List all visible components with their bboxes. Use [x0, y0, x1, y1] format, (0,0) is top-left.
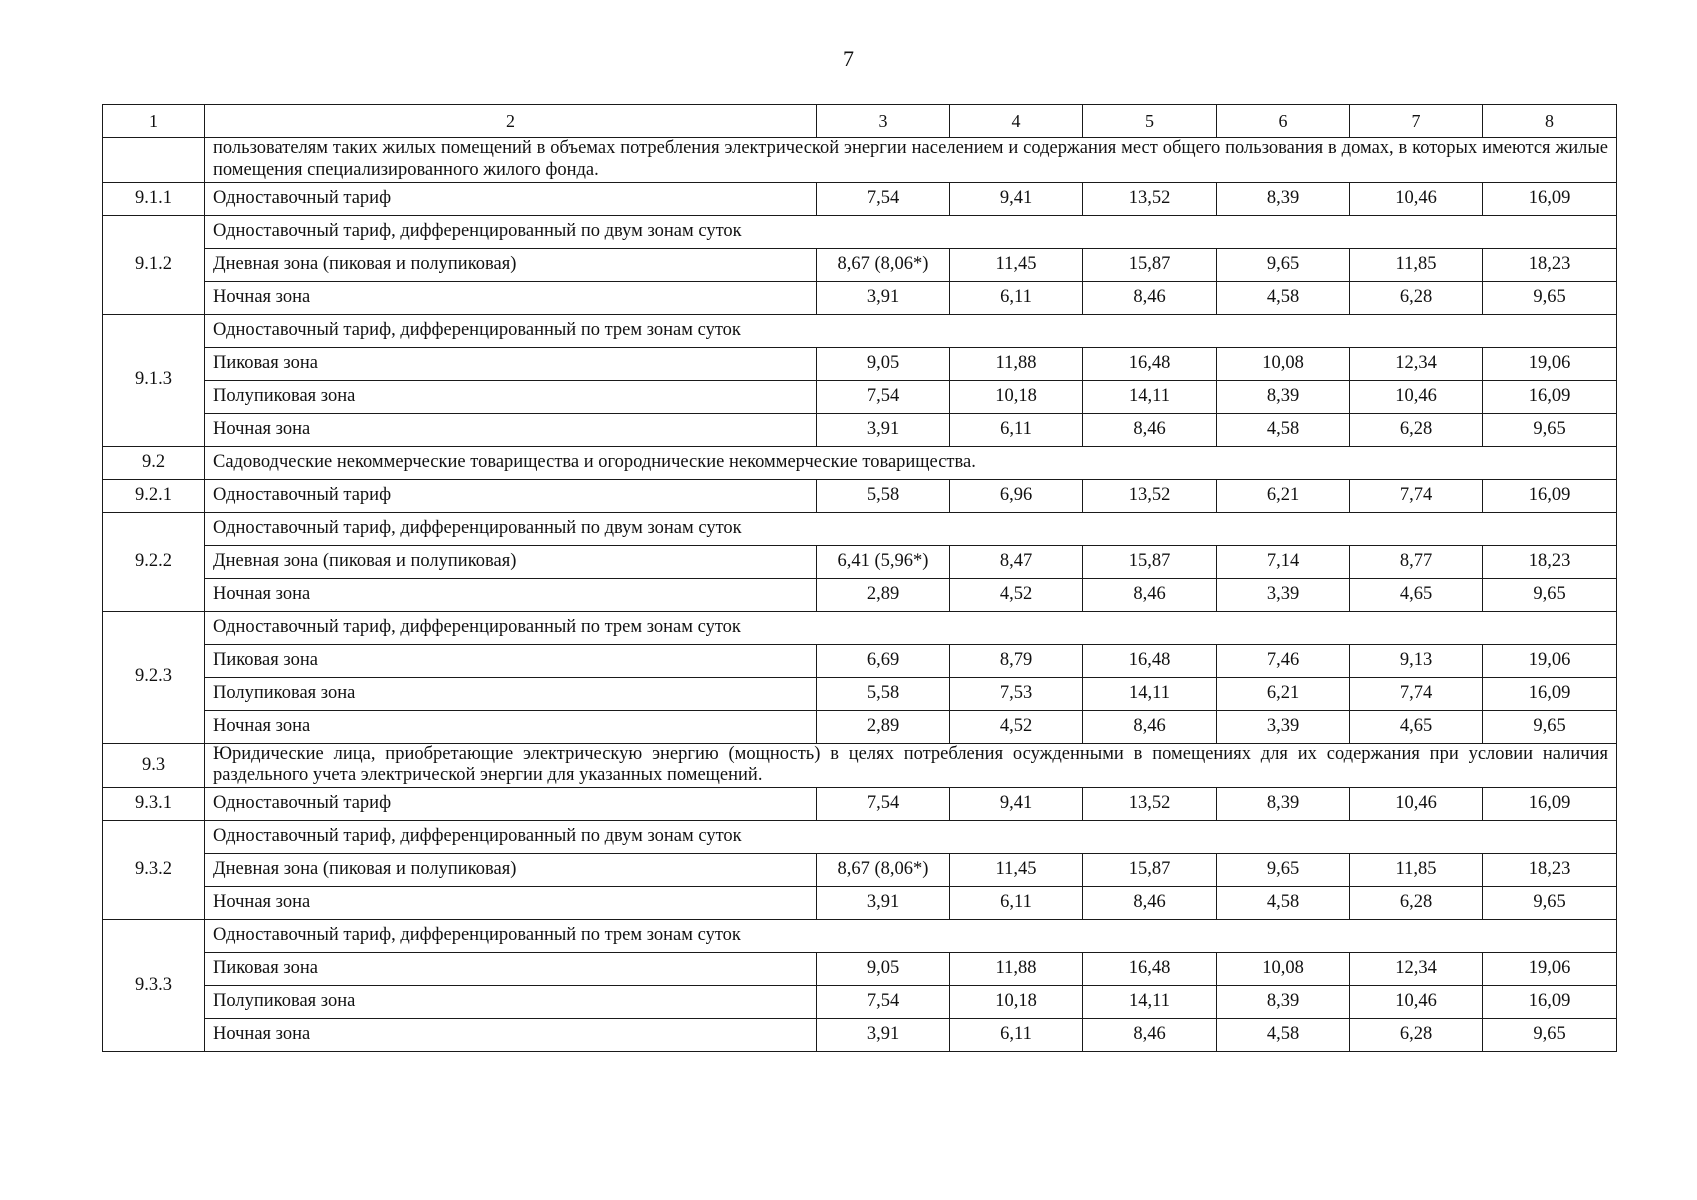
row-code: 9.3.2 — [103, 821, 205, 920]
tariff-value: 9,65 — [1483, 578, 1617, 611]
tariff-value-row — [103, 479, 1617, 512]
tariff-value: 13,52 — [1083, 788, 1217, 821]
tariff-value: 6,28 — [1350, 413, 1483, 446]
column-header: 4 — [950, 105, 1083, 138]
tariff-value: 8,39 — [1217, 788, 1350, 821]
tariff-value: 12,34 — [1350, 953, 1483, 986]
tariff-value-row — [103, 413, 1617, 446]
tariff-value: 9,65 — [1483, 710, 1617, 743]
tariff-value: 6,21 — [1217, 677, 1350, 710]
section-description: пользователям таких жилых помещений в объемах потребления электрической энергии населением и содержания мест общего пользования в домах, в которых имеются жилые помещения специализированного жилого фонда. — [205, 138, 1617, 183]
tariff-value: 8,67 (8,06*) — [817, 854, 950, 887]
tariff-value: 8,46 — [1083, 413, 1217, 446]
tariff-subheading-row — [103, 314, 1617, 347]
column-number-header-row — [103, 105, 1617, 138]
row-code: 9.2.1 — [103, 479, 205, 512]
tariff-value-row — [103, 545, 1617, 578]
tariff-subheading-row — [103, 215, 1617, 248]
tariff-value: 6,11 — [950, 413, 1083, 446]
tariff-value-row — [103, 578, 1617, 611]
tariff-subheading-row — [103, 611, 1617, 644]
tariff-value: 6,21 — [1217, 479, 1350, 512]
tariff-label: Пиковая зона — [205, 644, 817, 677]
tariff-value: 8,77 — [1350, 545, 1483, 578]
tariff-value: 3,91 — [817, 887, 950, 920]
section-description: Юридические лица, приобретающие электрическую энергию (мощность) в целях потребления осужденными в помещениях для их содержания при условии наличия раздельного учета электрической энергии для указанных помещений. — [205, 743, 1617, 788]
tariff-value: 8,67 (8,06*) — [817, 248, 950, 281]
tariff-value: 16,09 — [1483, 986, 1617, 1019]
row-code: 9.3 — [103, 743, 205, 788]
tariff-value: 10,46 — [1350, 380, 1483, 413]
tariff-value: 7,54 — [817, 788, 950, 821]
row-code: 9.1.2 — [103, 215, 205, 314]
tariff-table — [102, 104, 1617, 1052]
tariff-subheading-row — [103, 821, 1617, 854]
tariff-value-row — [103, 281, 1617, 314]
tariff-value: 16,48 — [1083, 347, 1217, 380]
tariff-value: 10,46 — [1350, 788, 1483, 821]
tariff-value: 8,46 — [1083, 578, 1217, 611]
tariff-label: Ночная зона — [205, 578, 817, 611]
column-header: 8 — [1483, 105, 1617, 138]
tariff-value: 9,65 — [1483, 413, 1617, 446]
tariff-label: Ночная зона — [205, 413, 817, 446]
section-text-row — [103, 138, 1617, 183]
tariff-value: 2,89 — [817, 578, 950, 611]
tariff-value: 4,52 — [950, 578, 1083, 611]
tariff-value: 8,46 — [1083, 281, 1217, 314]
row-code: 9.1.3 — [103, 314, 205, 446]
column-header: 7 — [1350, 105, 1483, 138]
tariff-value: 9,65 — [1217, 854, 1350, 887]
tariff-label: Одноставочный тариф — [205, 788, 817, 821]
tariff-value: 16,48 — [1083, 953, 1217, 986]
tariff-value: 11,85 — [1350, 248, 1483, 281]
tariff-label: Полупиковая зона — [205, 380, 817, 413]
tariff-value: 15,87 — [1083, 854, 1217, 887]
tariff-value: 10,46 — [1350, 182, 1483, 215]
tariff-label: Ночная зона — [205, 887, 817, 920]
tariff-value-row — [103, 986, 1617, 1019]
column-header: 6 — [1217, 105, 1350, 138]
row-code — [103, 138, 205, 183]
tariff-subheading: Одноставочный тариф, дифференцированный по трем зонам суток — [205, 920, 1617, 953]
tariff-value: 8,79 — [950, 644, 1083, 677]
tariff-value: 18,23 — [1483, 545, 1617, 578]
tariff-value: 8,46 — [1083, 887, 1217, 920]
tariff-value: 4,58 — [1217, 281, 1350, 314]
tariff-value: 3,91 — [817, 1019, 950, 1052]
tariff-label: Одноставочный тариф — [205, 479, 817, 512]
tariff-value: 8,39 — [1217, 986, 1350, 1019]
tariff-value: 14,11 — [1083, 986, 1217, 1019]
tariff-label: Полупиковая зона — [205, 677, 817, 710]
tariff-value: 9,65 — [1217, 248, 1350, 281]
tariff-value: 7,53 — [950, 677, 1083, 710]
tariff-subheading: Одноставочный тариф, дифференцированный по двум зонам суток — [205, 215, 1617, 248]
tariff-value-row — [103, 677, 1617, 710]
tariff-value: 4,58 — [1217, 1019, 1350, 1052]
tariff-value: 6,11 — [950, 281, 1083, 314]
tariff-value-row — [103, 380, 1617, 413]
row-code: 9.1.1 — [103, 182, 205, 215]
tariff-label: Дневная зона (пиковая и полупиковая) — [205, 248, 817, 281]
tariff-label: Ночная зона — [205, 1019, 817, 1052]
tariff-label: Ночная зона — [205, 710, 817, 743]
tariff-value: 16,09 — [1483, 182, 1617, 215]
tariff-subheading: Одноставочный тариф, дифференцированный по двум зонам суток — [205, 512, 1617, 545]
tariff-value-row — [103, 887, 1617, 920]
tariff-value-row — [103, 1019, 1617, 1052]
tariff-value: 5,58 — [817, 677, 950, 710]
tariff-value: 7,46 — [1217, 644, 1350, 677]
row-code: 9.3.3 — [103, 920, 205, 1052]
section-text-row — [103, 743, 1617, 788]
tariff-value: 11,88 — [950, 347, 1083, 380]
tariff-value: 6,41 (5,96*) — [817, 545, 950, 578]
tariff-value: 7,74 — [1350, 677, 1483, 710]
tariff-value: 6,28 — [1350, 1019, 1483, 1052]
tariff-value: 3,39 — [1217, 578, 1350, 611]
tariff-value: 3,91 — [817, 281, 950, 314]
tariff-value: 6,28 — [1350, 887, 1483, 920]
tariff-value-row — [103, 347, 1617, 380]
tariff-value: 14,11 — [1083, 677, 1217, 710]
page-number: 7 — [843, 46, 854, 71]
tariff-subheading-row — [103, 512, 1617, 545]
tariff-subheading: Одноставочный тариф, дифференцированный по двум зонам суток — [205, 821, 1617, 854]
tariff-value: 11,85 — [1350, 854, 1483, 887]
tariff-value: 8,46 — [1083, 710, 1217, 743]
tariff-value: 10,18 — [950, 380, 1083, 413]
row-code: 9.2.2 — [103, 512, 205, 611]
tariff-value: 19,06 — [1483, 347, 1617, 380]
tariff-value-row — [103, 182, 1617, 215]
tariff-value-row — [103, 854, 1617, 887]
tariff-value: 8,46 — [1083, 1019, 1217, 1052]
tariff-value: 7,54 — [817, 380, 950, 413]
column-header: 2 — [205, 105, 817, 138]
tariff-value: 18,23 — [1483, 248, 1617, 281]
tariff-value: 3,91 — [817, 413, 950, 446]
tariff-value: 6,96 — [950, 479, 1083, 512]
row-code: 9.2.3 — [103, 611, 205, 743]
tariff-value: 6,11 — [950, 887, 1083, 920]
tariff-value: 4,58 — [1217, 887, 1350, 920]
tariff-value: 16,09 — [1483, 788, 1617, 821]
tariff-value: 9,41 — [950, 182, 1083, 215]
tariff-value: 8,39 — [1217, 380, 1350, 413]
tariff-subheading-row — [103, 920, 1617, 953]
tariff-value-row — [103, 788, 1617, 821]
tariff-value: 4,65 — [1350, 710, 1483, 743]
tariff-value: 6,69 — [817, 644, 950, 677]
table-body — [103, 105, 1617, 1052]
tariff-label: Пиковая зона — [205, 347, 817, 380]
tariff-value-row — [103, 953, 1617, 986]
tariff-value: 5,58 — [817, 479, 950, 512]
tariff-value: 7,54 — [817, 182, 950, 215]
tariff-value: 11,45 — [950, 248, 1083, 281]
tariff-value: 13,52 — [1083, 479, 1217, 512]
tariff-value: 6,11 — [950, 1019, 1083, 1052]
tariff-value: 9,05 — [817, 347, 950, 380]
tariff-value: 15,87 — [1083, 545, 1217, 578]
column-header: 1 — [103, 105, 205, 138]
tariff-subheading: Одноставочный тариф, дифференцированный по трем зонам суток — [205, 314, 1617, 347]
column-header: 5 — [1083, 105, 1217, 138]
tariff-value: 9,41 — [950, 788, 1083, 821]
tariff-label: Дневная зона (пиковая и полупиковая) — [205, 854, 817, 887]
tariff-label: Ночная зона — [205, 281, 817, 314]
tariff-value: 10,46 — [1350, 986, 1483, 1019]
tariff-value: 10,08 — [1217, 347, 1350, 380]
tariff-value: 8,47 — [950, 545, 1083, 578]
tariff-value: 9,05 — [817, 953, 950, 986]
tariff-value: 19,06 — [1483, 644, 1617, 677]
tariff-label: Одноставочный тариф — [205, 182, 817, 215]
tariff-value: 9,65 — [1483, 887, 1617, 920]
tariff-subheading: Одноставочный тариф, дифференцированный по трем зонам суток — [205, 611, 1617, 644]
tariff-value: 19,06 — [1483, 953, 1617, 986]
tariff-value: 10,08 — [1217, 953, 1350, 986]
tariff-value-row — [103, 644, 1617, 677]
column-header: 3 — [817, 105, 950, 138]
tariff-label: Полупиковая зона — [205, 986, 817, 1019]
tariff-label: Дневная зона (пиковая и полупиковая) — [205, 545, 817, 578]
tariff-value: 4,52 — [950, 710, 1083, 743]
tariff-value: 4,58 — [1217, 413, 1350, 446]
tariff-value: 7,74 — [1350, 479, 1483, 512]
row-code: 9.2 — [103, 446, 205, 479]
tariff-value: 16,48 — [1083, 644, 1217, 677]
tariff-label: Пиковая зона — [205, 953, 817, 986]
tariff-value: 16,09 — [1483, 380, 1617, 413]
tariff-value: 14,11 — [1083, 380, 1217, 413]
tariff-value: 10,18 — [950, 986, 1083, 1019]
tariff-value-row — [103, 248, 1617, 281]
tariff-value: 6,28 — [1350, 281, 1483, 314]
tariff-value: 16,09 — [1483, 677, 1617, 710]
tariff-value: 9,65 — [1483, 281, 1617, 314]
tariff-value: 3,39 — [1217, 710, 1350, 743]
tariff-value: 2,89 — [817, 710, 950, 743]
tariff-value: 7,54 — [817, 986, 950, 1019]
row-code: 9.3.1 — [103, 788, 205, 821]
tariff-value: 16,09 — [1483, 479, 1617, 512]
tariff-value: 9,13 — [1350, 644, 1483, 677]
tariff-value: 7,14 — [1217, 545, 1350, 578]
tariff-value: 9,65 — [1483, 1019, 1617, 1052]
tariff-value: 11,45 — [950, 854, 1083, 887]
tariff-value-row — [103, 710, 1617, 743]
section-text-row — [103, 446, 1617, 479]
tariff-value: 11,88 — [950, 953, 1083, 986]
tariff-value: 8,39 — [1217, 182, 1350, 215]
tariff-value: 15,87 — [1083, 248, 1217, 281]
tariff-value: 4,65 — [1350, 578, 1483, 611]
tariff-value: 12,34 — [1350, 347, 1483, 380]
section-description: Садоводческие некоммерческие товарищества и огороднические некоммерческие товарищества. — [205, 446, 1617, 479]
tariff-value: 13,52 — [1083, 182, 1217, 215]
tariff-value: 18,23 — [1483, 854, 1617, 887]
